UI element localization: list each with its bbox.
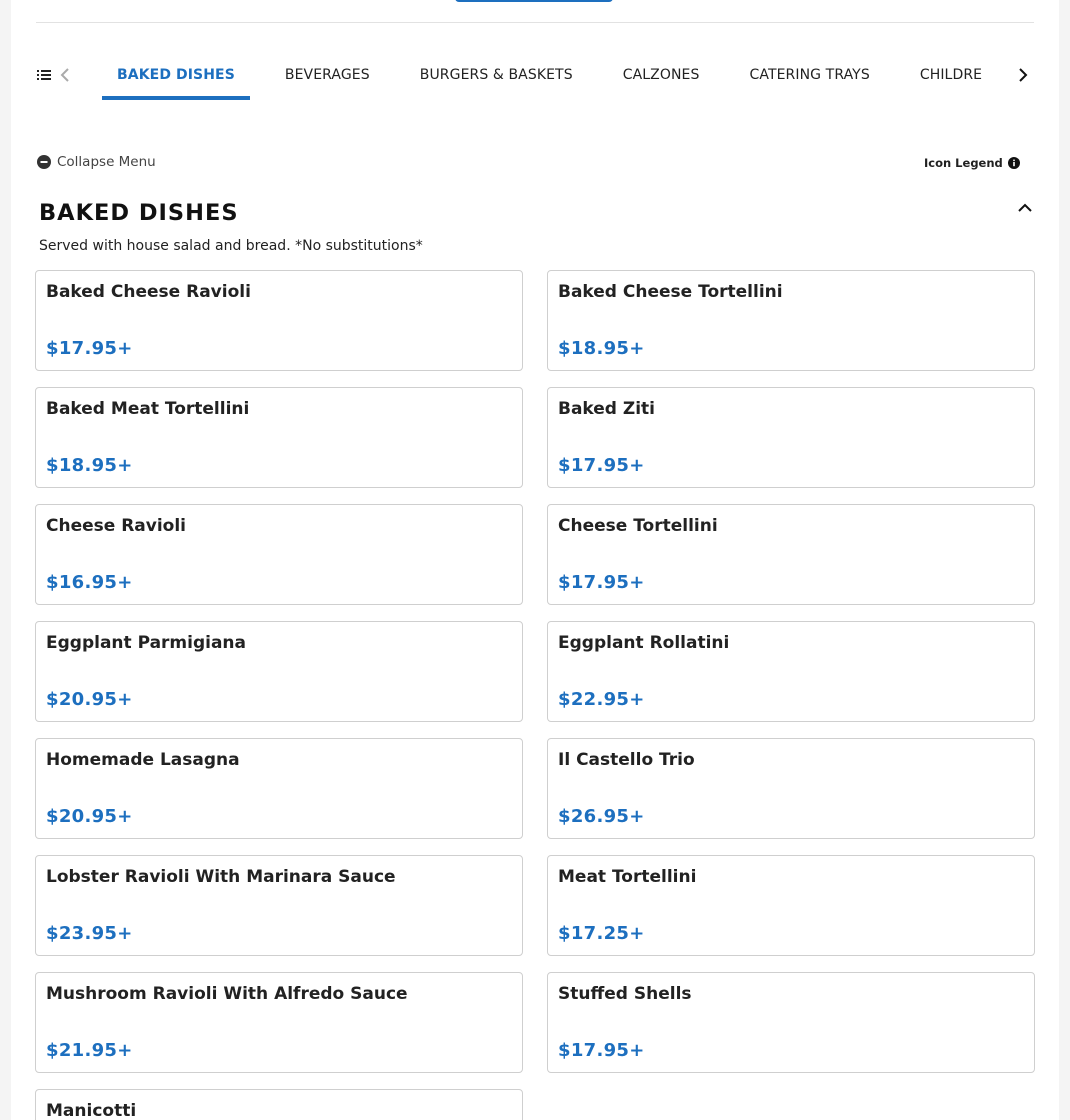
menu-item-card[interactable]	[35, 1089, 523, 1120]
menu-item-name: Eggplant Rollatini	[558, 633, 730, 653]
menu-item-grid	[35, 270, 1035, 1120]
icon-legend-button[interactable]	[924, 156, 1020, 170]
menu-item-card[interactable]	[547, 855, 1035, 956]
menu-item-card[interactable]	[35, 270, 523, 371]
menu-item-card[interactable]	[35, 738, 523, 839]
menu-item-name: Baked Ziti	[558, 399, 656, 419]
collapse-menu-button[interactable]	[37, 154, 156, 170]
menu-item-price: $16.95+	[46, 572, 133, 593]
tab-childre[interactable]: CHILDRE	[919, 67, 983, 83]
menu-item-card[interactable]	[35, 387, 523, 488]
category-nav	[36, 50, 1036, 102]
menu-item-price: $23.95+	[46, 923, 133, 944]
tab-catering-trays[interactable]: CATERING TRAYS	[749, 67, 870, 83]
tab-beverages[interactable]: BEVERAGES	[284, 67, 370, 83]
list-icon[interactable]	[37, 68, 51, 82]
menu-page	[11, 0, 1059, 1120]
menu-item-name: Cheese Ravioli	[46, 516, 187, 536]
collapse-menu-label: Collapse Menu	[57, 154, 156, 170]
menu-item-card[interactable]	[547, 270, 1035, 371]
menu-item-price: $17.95+	[558, 455, 645, 476]
menu-item-name: Baked Cheese Tortellini	[558, 282, 783, 302]
top-button[interactable]	[455, 0, 613, 2]
menu-item-name: Lobster Ravioli With Marinara Sauce	[46, 867, 396, 887]
menu-item-name: Manicotti	[46, 1101, 137, 1120]
menu-item-price: $26.95+	[558, 806, 645, 827]
info-icon	[1008, 157, 1020, 169]
chevron-right-icon[interactable]	[1016, 66, 1030, 84]
chevron-left-icon[interactable]	[58, 66, 72, 84]
tabs-viewport	[102, 50, 1006, 102]
menu-item-name: Cheese Tortellini	[558, 516, 718, 536]
chevron-up-icon[interactable]	[1016, 200, 1034, 216]
menu-item-name: Eggplant Parmigiana	[46, 633, 247, 653]
menu-item-price: $21.95+	[46, 1040, 133, 1061]
menu-item-price: $17.25+	[558, 923, 645, 944]
menu-item-card[interactable]	[35, 504, 523, 605]
menu-item-card[interactable]	[547, 621, 1035, 722]
menu-item-card[interactable]	[547, 972, 1035, 1073]
icon-legend-label: Icon Legend	[924, 156, 1003, 170]
menu-item-name: Meat Tortellini	[558, 867, 697, 887]
menu-item-price: $20.95+	[46, 806, 133, 827]
menu-item-name: Mushroom Ravioli With Alfredo Sauce	[46, 984, 408, 1004]
menu-item-price: $17.95+	[558, 1040, 645, 1061]
menu-item-name: Stuffed Shells	[558, 984, 692, 1004]
menu-item-card[interactable]	[35, 621, 523, 722]
menu-item-price: $20.95+	[46, 689, 133, 710]
menu-item-price: $22.95+	[558, 689, 645, 710]
menu-item-card[interactable]	[547, 504, 1035, 605]
menu-item-card[interactable]	[35, 855, 523, 956]
menu-item-name: Homemade Lasagna	[46, 750, 240, 770]
menu-item-price: $18.95+	[558, 338, 645, 359]
menu-item-name: Baked Cheese Ravioli	[46, 282, 251, 302]
menu-item-name: Il Castello Trio	[558, 750, 695, 770]
tab-calzones[interactable]: CALZONES	[622, 67, 700, 83]
menu-item-name: Baked Meat Tortellini	[46, 399, 250, 419]
minus-circle-icon	[37, 155, 51, 169]
menu-item-price: $17.95+	[558, 572, 645, 593]
menu-item-price: $18.95+	[46, 455, 133, 476]
menu-item-card[interactable]	[547, 387, 1035, 488]
menu-item-price: $17.95+	[46, 338, 133, 359]
divider	[36, 22, 1034, 23]
tab-strip	[102, 50, 1006, 102]
menu-item-card[interactable]	[35, 972, 523, 1073]
section-description: Served with house salad and bread. *No substitutions*	[39, 238, 423, 254]
menu-item-card[interactable]	[547, 738, 1035, 839]
section-title: BAKED DISHES	[39, 200, 239, 226]
tab-burgers-baskets[interactable]: BURGERS & BASKETS	[419, 67, 573, 83]
tab-baked-dishes[interactable]: BAKED DISHES	[102, 50, 250, 100]
